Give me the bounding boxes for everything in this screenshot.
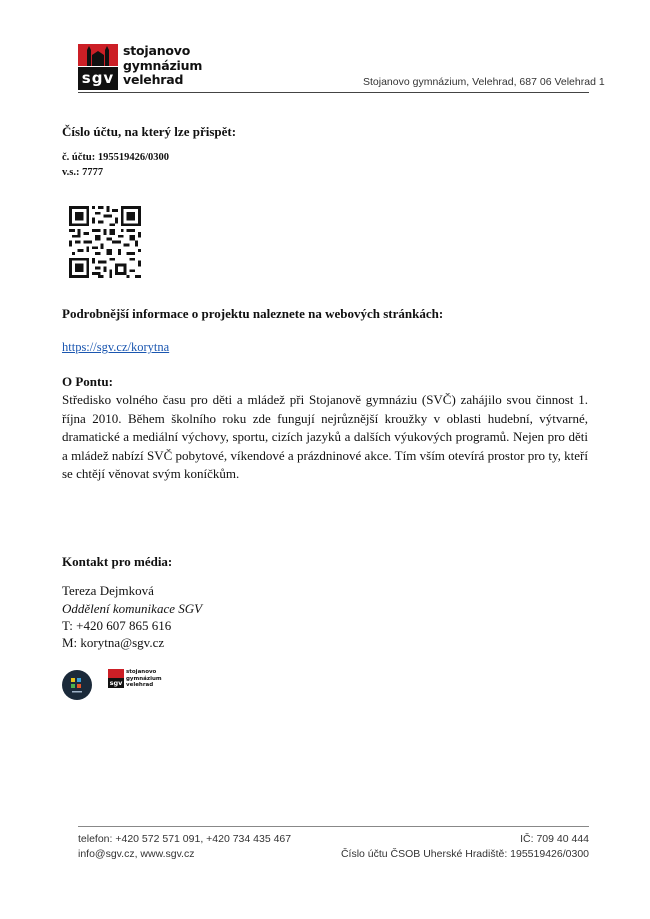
logo-letters: sgv [78, 67, 118, 90]
contact-heading: Kontakt pro média: [62, 554, 173, 569]
footer-bank: Číslo účtu ČSOB Uherské Hradiště: 195519426/0300 [340, 848, 589, 860]
footer-phone: telefon: +420 572 571 091, +420 734 435 467 [78, 833, 292, 845]
small-logo-wordmark [126, 669, 162, 689]
header-divider [78, 92, 589, 93]
church-icon [84, 46, 112, 66]
footer-ic: IČ: 709 40 444 [520, 833, 589, 845]
small-logo-line: stojanovo [126, 669, 157, 675]
account-heading: Číslo účtu, na který lze přispět: [62, 124, 237, 139]
project-link[interactable]: https://sgv.cz/korytna [62, 340, 170, 354]
about-paragraph: Středisko volného času pro děti a mládež při Stojanově gymnáziu (SVČ) zahájilo svou činnost 1. října 2010. Během školního roku zde fungují nejrůznější kroužky v oblasti hudební, výtvarné, dramatické a mediální výchovy, sportu, cizích jazyků a dalších výukových programů. Nejen pro děti a mládež nabízí SVČ pobytové, víkendové a prázdninové akce. Tím vším otevírá prostor pro ty, kteří se chtějí věnovat svým koníčkům. [62, 392, 588, 481]
qr-code [69, 206, 141, 278]
logo-line: stojanovo [123, 43, 191, 58]
project-info-heading: Podrobnější informace o projektu naleznete na webových stránkách: [62, 306, 444, 321]
contact-name: Tereza Dejmková [62, 583, 154, 598]
small-logo-letters: sgv [109, 679, 123, 687]
logo-wordmark [123, 44, 202, 88]
pont-logo-icon [62, 670, 92, 700]
header-address: Stojanovo gymnázium, Velehrad, 687 06 Velehrad 1 [363, 76, 605, 88]
variable-symbol: v.s.: 7777 [62, 167, 104, 178]
sgv-logo [78, 44, 202, 90]
small-logo-red-block [108, 669, 124, 678]
footer-divider [78, 826, 589, 827]
contact-department: Oddělení komunikace SGV [62, 601, 203, 616]
sgv-small-logo [108, 669, 168, 689]
contact-email: M: korytna@sgv.cz [62, 635, 165, 650]
contact-phone: T: +420 607 865 616 [62, 618, 172, 633]
logo-line: gymnázium [123, 57, 203, 73]
logo-line: velehrad [123, 72, 184, 87]
about-heading: O Pontu: [62, 374, 113, 389]
account-number: č. účtu: 195519426/0300 [62, 152, 170, 163]
small-logo-line: gymnázium [126, 675, 162, 682]
small-logo-line: velehrad [126, 682, 154, 688]
footer-web: info@sgv.cz, www.sgv.cz [78, 848, 195, 860]
